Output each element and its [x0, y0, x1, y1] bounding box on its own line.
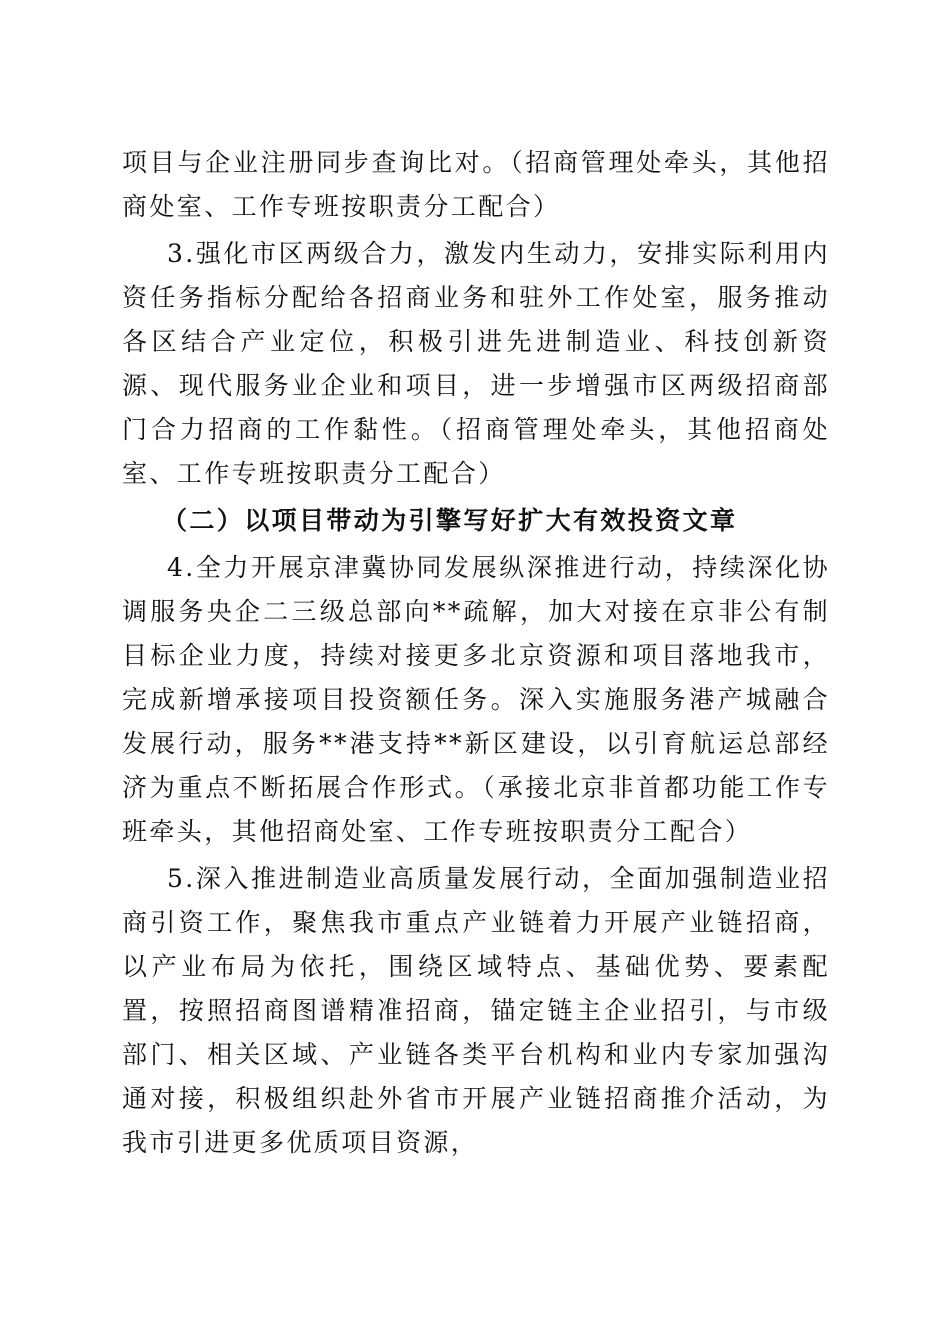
paragraph-item-5: 5.深入推进制造业高质量发展行动，全面加强制造业招商引资工作，聚焦我市重点产业链着力开展产业链招商，以产业布局为依托，围绕区域特点、基础优势、要素配置，按照招商图谱精准招商，锚定链主企业招引，与市级部门、相关区域、产业链各类平台机构和业内专家加强沟通对接，积极组织赴外省市开展产业链招商推介活动，为我市引进更多优质项目资源，: [122, 864, 830, 1157]
paragraph-continued: 项目与企业注册同步查询比对。（招商管理处牵头，其他招商处室、工作专班按职责分工配合）: [122, 148, 830, 221]
paragraph-item-3: 3.强化市区两级合力，激发内生动力，安排实际利用内资任务指标分配给各招商业务和驻外工作处室，服务推动各区结合产业定位，积极引进先进制造业、科技创新资源、现代服务业企业和项目，进一步增强市区两级招商部门合力招商的工作黏性。（招商管理处牵头，其他招商处室、工作专班按职责分工配合）: [122, 239, 830, 488]
paragraph-item-4: 4.全力开展京津冀协同发展纵深推进行动，持续深化协调服务央企二三级总部向**疏解，加大对接在京非公有制目标企业力度，持续对接更多北京资源和项目落地我市，完成新增承接项目投资额任务。深入实施服务港产城融合发展行动，服务**港支持**新区建设，以引育航运总部经济为重点不断拓展合作形式。（承接北京非首都功能工作专班牵头，其他招商处室、工作专班按职责分工配合）: [122, 553, 830, 846]
document-body: [122, 141, 830, 1168]
section-heading-2: （二）以项目带动为引擎写好扩大有效投资文章: [162, 506, 738, 535]
